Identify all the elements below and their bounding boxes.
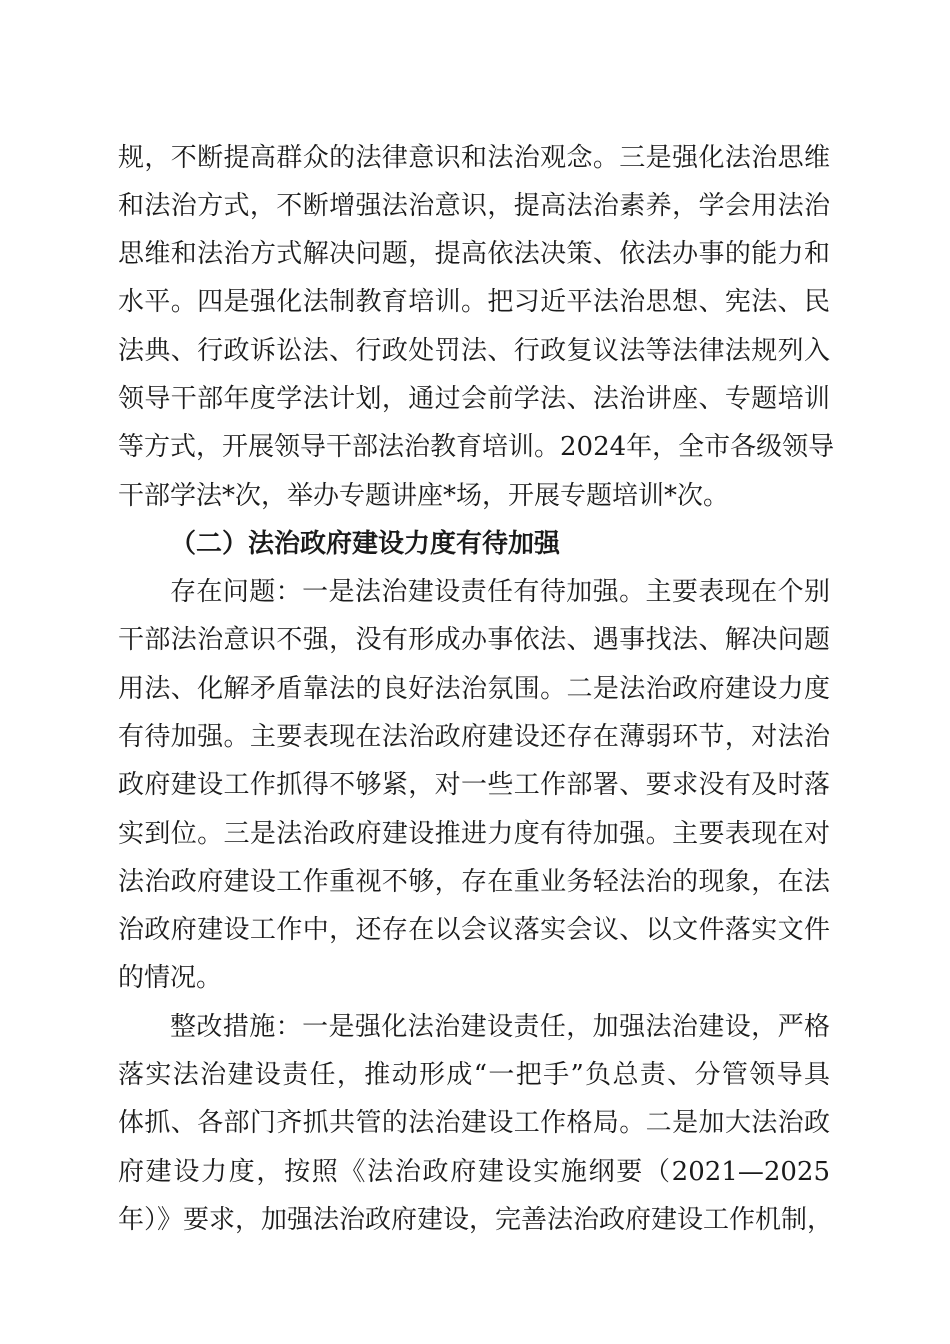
text-line-22: 府建设力度，按照《法治政府建设实施纲要（2021—2025 bbox=[118, 1157, 830, 1187]
text-line-5: 法典、行政诉讼法、行政处罚法、行政复议法等法律法规列入 bbox=[118, 336, 830, 366]
text-line-20: 落实法治建设责任，推动形成“一把手”负总责、分管领导具 bbox=[118, 1060, 830, 1090]
text-line-13: 有待加强。主要表现在法治政府建设还存在薄弱环节，对法治 bbox=[118, 722, 830, 752]
text-line-17: 治政府建设工作中，还存在以会议落实会议、以文件落实文件 bbox=[118, 915, 830, 945]
text-line-12: 用法、化解矛盾靠法的良好法治氛围。二是法治政府建设力度 bbox=[118, 674, 830, 704]
text-line-11: 干部法治意识不强，没有形成办事依法、遇事找法、解决问题 bbox=[118, 625, 830, 655]
section-heading: （二）法治政府建设力度有待加强 bbox=[170, 529, 561, 559]
text-line-14: 政府建设工作抓得不够紧，对一些工作部署、要求没有及时落 bbox=[118, 770, 830, 800]
text-line-7: 等方式，开展领导干部法治教育培训。2024年，全市各级领导 bbox=[118, 432, 835, 462]
text-line-8: 干部学法*次，举办专题讲座*场，开展专题培训*次。 bbox=[118, 481, 730, 511]
text-line-1: 规，不断提高群众的法律意识和法治观念。三是强化法治思维 bbox=[118, 143, 830, 173]
text-line-2: 和法治方式，不断增强法治意识，提高法治素养，学会用法治 bbox=[118, 191, 830, 221]
text-line-4: 水平。四是强化法制教育培训。把习近平法治思想、宪法、民 bbox=[118, 287, 830, 317]
text-line-21: 体抓、各部门齐抓共管的法治建设工作格局。二是加大法治政 bbox=[118, 1108, 830, 1138]
text-line-6: 领导干部年度学法计划，通过会前学法、法治讲座、专题培训 bbox=[118, 384, 830, 414]
text-line-3: 思维和法治方式解决问题，提高依法决策、依法办事的能力和 bbox=[118, 239, 830, 269]
text-line-23: 年）》要求，加强法治政府建设，完善法治政府建设工作机制， bbox=[118, 1205, 834, 1235]
text-line-16: 法治政府建设工作重视不够，存在重业务轻法治的现象，在法 bbox=[118, 867, 830, 897]
paragraph-measures-start: 整改措施：一是强化法治建设责任，加强法治建设，严格 bbox=[170, 1012, 830, 1042]
paragraph-problems-start: 存在问题：一是法治建设责任有待加强。主要表现在个别 bbox=[170, 577, 830, 607]
text-line-15: 实到位。三是法治政府建设推进力度有待加强。主要表现在对 bbox=[118, 819, 830, 849]
text-line-18: 的情况。 bbox=[118, 963, 223, 993]
